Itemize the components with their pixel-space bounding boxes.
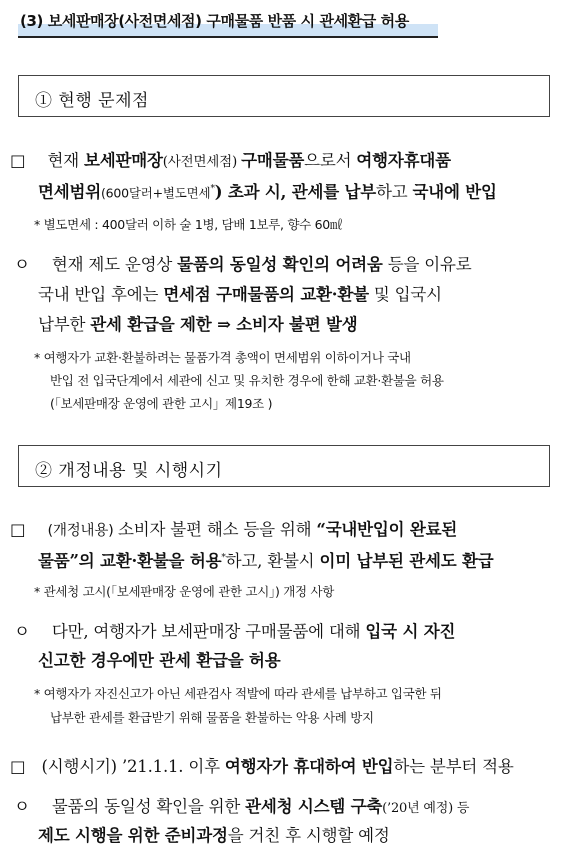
s2-item2-line2: 신고한 경우에만 관세 환급을 허용 bbox=[38, 651, 281, 670]
s2-item3-line1: □ (시행시기) ’21.1.1. 이후 여행자가 휴대하여 반입하는 분부터 적용 bbox=[10, 757, 514, 776]
s1-item2-line3: 납부한 관세 환급을 제한 ⇒ 소비자 불편 발생 bbox=[38, 315, 358, 334]
square-bullet: □ bbox=[10, 757, 26, 776]
section-2-title: ② 개정내용 및 시행시기 bbox=[35, 461, 223, 481]
circle-bullet: ㅇ bbox=[14, 622, 30, 641]
section-1-title: ① 현행 문제점 bbox=[35, 91, 149, 111]
circle-bullet: ㅇ bbox=[14, 255, 30, 274]
s1-note2-line2: 반입 전 입국단계에서 세관에 신고 및 유치한 경우에 한해 교환·환불을 허용 bbox=[50, 373, 444, 388]
s1-item1-line2: 면세범위(600달러+별도면세*) 초과 시, 관세를 납부하고 국내에 반입 bbox=[38, 182, 497, 202]
page-heading bbox=[18, 8, 438, 38]
section-2-box bbox=[18, 445, 550, 487]
s1-note1: * 별도면세 : 400달러 이하 술 1병, 담배 1보루, 향수 60㎖ bbox=[34, 217, 343, 232]
section-1-box bbox=[18, 75, 550, 117]
square-bullet: □ bbox=[10, 151, 26, 170]
s1-item2-line2: 국내 반입 후에는 면세점 구매물품의 교환·환불 및 입국시 bbox=[38, 285, 442, 304]
heading-text: (3) 보세판매장(사전면세점) 구매물품 반품 시 관세환급 허용 bbox=[20, 12, 409, 30]
s1-note2-line1: * 여행자가 교환·환불하려는 물품가격 총액이 면세범위 이하이거나 국내 bbox=[34, 350, 411, 365]
s2-item4-line1: ㅇ 물품의 동일성 확인을 위한 관세청 시스템 구축(’20년 예정) 등 bbox=[14, 797, 470, 816]
s2-item1-line1: □ (개정내용) 소비자 불편 해소 등을 위해 “국내반입이 완료된 bbox=[10, 520, 458, 539]
s2-note2-line2: 납부한 관세를 환급받기 위해 물품을 환불하는 악용 사례 방지 bbox=[50, 710, 374, 725]
s2-note1: * 관세청 고시(「보세판매장 운영에 관한 고시」) 개정 사항 bbox=[34, 584, 334, 599]
s1-item1-line1: □ 현재 보세판매장(사전면세점) 구매물품으로서 여행자휴대품 bbox=[10, 151, 451, 170]
s2-item4-line2: 제도 시행을 위한 준비과정을 거친 후 시행할 예정 bbox=[38, 826, 390, 845]
circle-bullet: ㅇ bbox=[14, 797, 30, 816]
s2-item2-line1: ㅇ 다만, 여행자가 보세판매장 구매물품에 대해 입국 시 자진 bbox=[14, 622, 456, 641]
s2-note2-line1: * 여행자가 자진신고가 아닌 세관검사 적발에 따라 관세를 납부하고 입국한 뒤 bbox=[34, 686, 442, 701]
s1-item2-line1: ㅇ 현재 제도 운영상 물품의 동일성 확인의 어려움 등을 이유로 bbox=[14, 255, 472, 274]
s1-note2-line3: (「보세판매장 운영에 관한 고시」제19조 ) bbox=[50, 396, 273, 411]
s2-item1-line2: 물품”의 교환·환불을 허용*하고, 환불시 이미 납부된 관세도 환급 bbox=[38, 551, 494, 571]
square-bullet: □ bbox=[10, 520, 26, 539]
